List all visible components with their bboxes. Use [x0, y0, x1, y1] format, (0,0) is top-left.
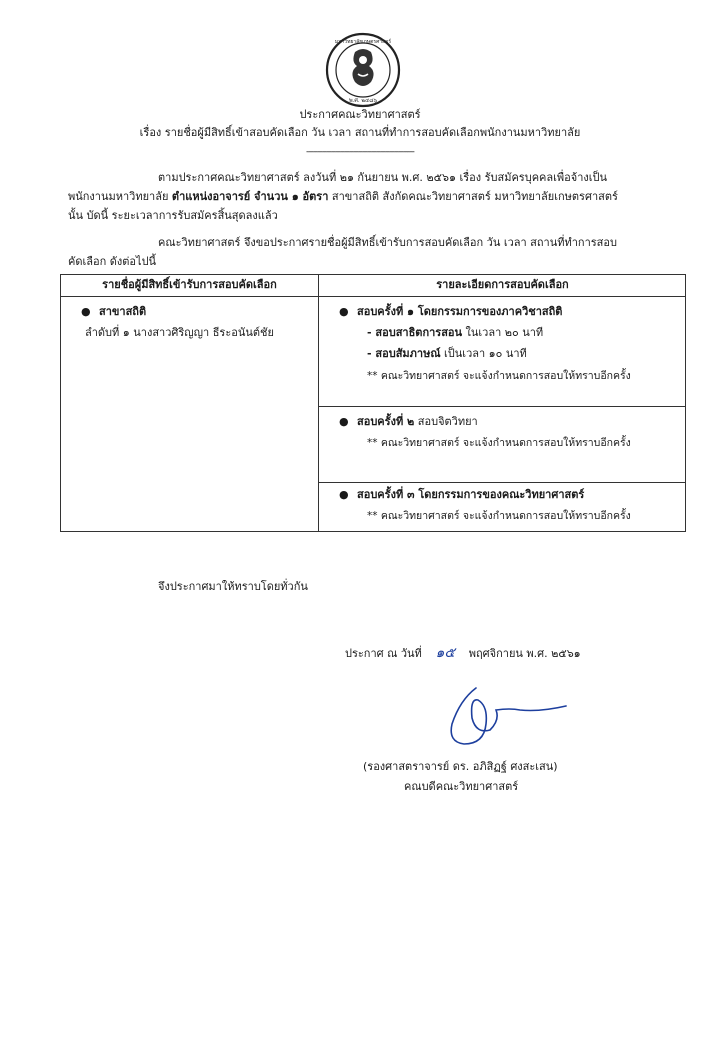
round-3-note: ** คณะวิทยาศาสตร์ จะแจ้งกำหนดการสอบให้ทราบอีกครั้ง [367, 510, 631, 522]
round-2-title: ● สอบครั้งที่ ๒ สอบจิตวิทยา [339, 415, 478, 428]
table-header-divider [61, 296, 685, 297]
paragraph-2-line-2: คัดเลือก ดังต่อไปนี้ [68, 255, 157, 268]
table-row-divider-1 [318, 406, 685, 407]
table-column-divider [318, 275, 319, 531]
round-1-note: ** คณะวิทยาศาสตร์ จะแจ้งกำหนดการสอบให้ทราบอีกครั้ง [367, 370, 631, 382]
dean-signature [440, 680, 570, 760]
round-1-item-2: - สอบสัมภาษณ์ เป็นเวลา ๑๐ นาที [367, 347, 527, 360]
round-1-title: ● สอบครั้งที่ ๑ โดยกรรมการของภาควิชาสถิติ [339, 305, 563, 318]
signer-title: คณบดีคณะวิทยาศาสตร์ [404, 780, 519, 793]
table-major: ● สาขาสถิติ [81, 305, 147, 318]
svg-text:มหาวิทยาลัยเกษตรศาสตร์: มหาวิทยาลัยเกษตรศาสตร์ [334, 39, 392, 45]
table-header-candidates: รายชื่อผู้มีสิทธิ์เข้ารับการสอบคัดเลือก [102, 278, 277, 291]
announcement-org: ประกาศคณะวิทยาศาสตร์ [299, 108, 421, 121]
university-seal-emblem [325, 32, 401, 108]
paragraph-2-line-1: คณะวิทยาศาสตร์ จึงขอประกาศรายชื่อผู้มีสิทธิ์เข้ารับการสอบคัดเลือก วัน เวลา สถานที่ทำการสอบ [158, 236, 617, 249]
svg-text:พ.ศ. ๒๔๘๖: พ.ศ. ๒๔๘๖ [349, 98, 377, 104]
table-row-divider-2 [318, 482, 685, 483]
round-1-item-1: - สอบสาธิตการสอน ในเวลา ๒๐ นาที [367, 326, 544, 339]
table-candidate: ลำดับที่ ๑ นางสาวศิริญญา ธีระอนันต์ชัย [85, 326, 274, 339]
announcement-subject: เรื่อง รายชื่อผู้มีสิทธิ์เข้าสอบคัดเลือก วัน เวลา สถานที่ทำการสอบคัดเลือกพนักงานมหาวิทยาลัย [139, 126, 581, 139]
round-3-title: ● สอบครั้งที่ ๓ โดยกรรมการของคณะวิทยาศาสตร์ [339, 488, 585, 501]
closing-announcement: จึงประกาศมาให้ทราบโดยทั่วกัน [158, 580, 308, 593]
header-divider: ------------------------------------------------ [306, 147, 414, 157]
table-header-details: รายละเอียดการสอบคัดเลือก [436, 278, 569, 291]
paragraph-1-line-3: นั้น บัดนี้ ระยะเวลาการรับสมัครสิ้นสุดลงแล้ว [68, 209, 278, 222]
round-2-note: ** คณะวิทยาศาสตร์ จะแจ้งกำหนดการสอบให้ทราบอีกครั้ง [367, 437, 631, 449]
signer-name: (รองศาสตราจารย์ ดร. อภิสิฏฐ์ ศงสะเสน) [363, 760, 558, 773]
paragraph-1-line-1: ตามประกาศคณะวิทยาศาสตร์ ลงวันที่ ๒๑ กันยายน พ.ศ. ๒๕๖๑ เรื่อง รับสมัครบุคคลเพื่อจ้างเป็น [158, 171, 608, 184]
announcement-date: ประกาศ ณ วันที่ ๑๕ พฤศจิกายน พ.ศ. ๒๕๖๑ [345, 645, 581, 661]
exam-table [60, 274, 686, 532]
paragraph-1-line-2: พนักงานมหาวิทยาลัย ตำแหน่งอาจารย์ จำนวน ๑ อัตรา สาขาสถิติ สังกัดคณะวิทยาศาสตร์ มหาวิทยาลัยเกษตรศาสตร์ [68, 190, 618, 203]
handwritten-day: ๑๕ [435, 645, 455, 661]
